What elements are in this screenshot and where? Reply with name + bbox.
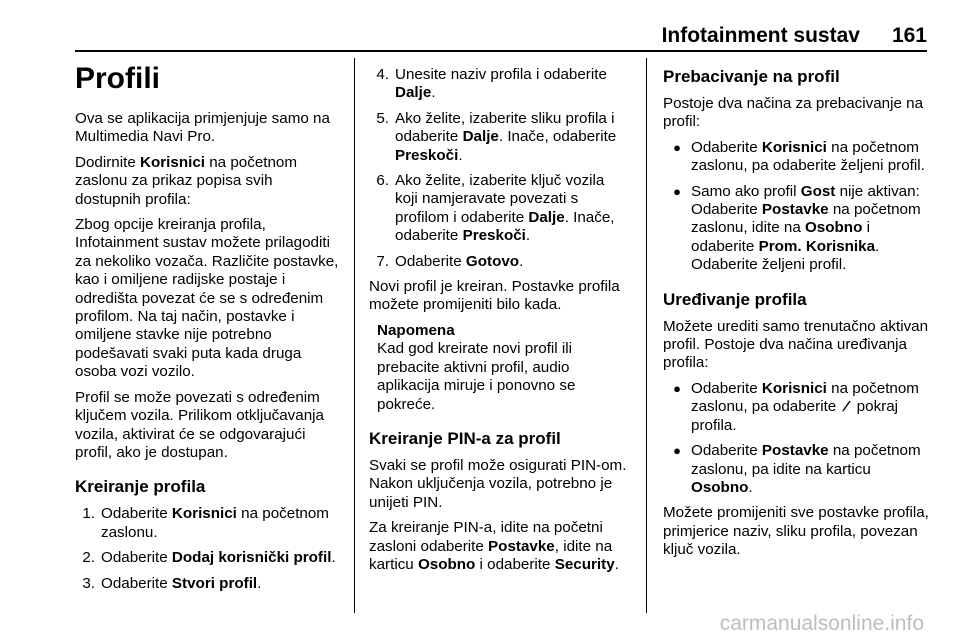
section-heading: Kreiranje PIN-a za profil [369, 428, 561, 448]
paragraph: Za kreiranje PIN-a, idite na početni zasloni odaberite Postavke, idite na karticu Osobno i odaberite Security. [369, 519, 619, 573]
section-title: Infotainment sustav [661, 24, 860, 47]
list-item: ● Odaberite Korisnici na početnom zaslonu, pa odaberite željeni profil. [663, 139, 929, 176]
paragraph: Svaki se profil može osigurati PIN-om. Nakon uključenja vozila, potrebno je unijeti PIN. [369, 456, 627, 511]
header-rule [75, 50, 927, 52]
list-item: 3. Odaberite Stvori profil. [82, 574, 262, 592]
note-box [369, 322, 631, 414]
page-title: Profili [75, 62, 161, 95]
column-1 [75, 58, 341, 600]
column-divider [646, 58, 647, 613]
list-item: 7. Odaberite Gotovo. [376, 252, 524, 270]
section-heading: Kreiranje profila [75, 477, 206, 497]
watermark: carmanualsonline.info [719, 612, 924, 635]
paragraph: Novi profil je kreiran. Postavke profila možete promijeniti bilo kada. [369, 278, 620, 314]
bullet-icon: ● [673, 443, 681, 459]
page-number: 161 [891, 24, 927, 47]
section-heading: Prebacivanje na profil [663, 67, 840, 86]
page-header [75, 24, 927, 48]
bullet-icon: ● [673, 380, 681, 396]
list-item: 6. Ako želite, izaberite ključ vozila koji namjeravate povezati s profilom i odaberite Dalje. Inače, odaberite Preskoči. [376, 172, 615, 245]
section-heading: Uređivanje profila [663, 289, 807, 309]
bullet-icon: ● [673, 183, 681, 199]
paragraph: Postoje dva načina za prebacivanje na profil: [663, 95, 924, 131]
note-title: Napomena [377, 321, 455, 339]
paragraph: Zbog opcije kreiranja profila, Infotainment sustav možete prilagoditi za nekoliko vozača. Različite postavke, kao i omiljene radijske postaje i odredišta povezat će se s određenim profilom. Na taj način, postavke i omiljene stavke nije potrebno podešavati svaki puta kada druga osoba vozi vozilo. [75, 216, 339, 381]
paragraph: Profil se može povezati s određenim ključem vozila. Prilikom otključavanja vozila, aktivirat će se odgovarajući profil, ako je dostupan. [75, 388, 324, 461]
column-divider [354, 58, 355, 613]
column-3 [663, 66, 929, 567]
pencil-icon [840, 400, 852, 412]
paragraph: Dodirnite Korisnici na početnom zaslonu za prikaz popisa svih dostupnih profila: [75, 153, 298, 208]
list-item: ● Samo ako profil Gost nije aktivan: Odaberite Postavke na početnom zaslonu, idite na Osobno i odaberite Prom. Korisnika. Odaberite željeni profil. [663, 183, 929, 275]
paragraph: Možete urediti samo trenutačno aktivan profil. Postoje dva načina uređivanja profila: [663, 317, 929, 372]
column-2 [369, 66, 631, 581]
paragraph: Ova se aplikacija primjenjuje samo na Multimedia Navi Pro. [75, 110, 330, 146]
list-item: 5. Ako želite, izaberite sliku profila i odaberite Dalje. Inače, odaberite Preskoči. [376, 109, 617, 164]
list-item: 1. Odaberite Korisnici na početnom zaslonu. [82, 505, 329, 541]
list-item: ● Odaberite Postavke na početnom zaslonu, pa idite na karticu Osobno. [663, 442, 929, 497]
list-item: 2. Odaberite Dodaj korisnički profil. [82, 549, 336, 567]
bullet-icon: ● [673, 139, 681, 155]
list-item: 4. Unesite naziv profila i odaberite Dalje. [376, 66, 607, 102]
note-text: Kad god kreirate novi profil ili prebacite aktivni profil, audio aplikacija miruje i ponovno se pokreće. [377, 340, 576, 413]
paragraph: Možete promijeniti sve postavke profila, primjerice naziv, sliku profila, povezan ključ vozila. [663, 504, 929, 559]
list-item: ● Odaberite Korisnici na početnom zaslonu, pa odaberite pokraj profila. [663, 380, 929, 435]
